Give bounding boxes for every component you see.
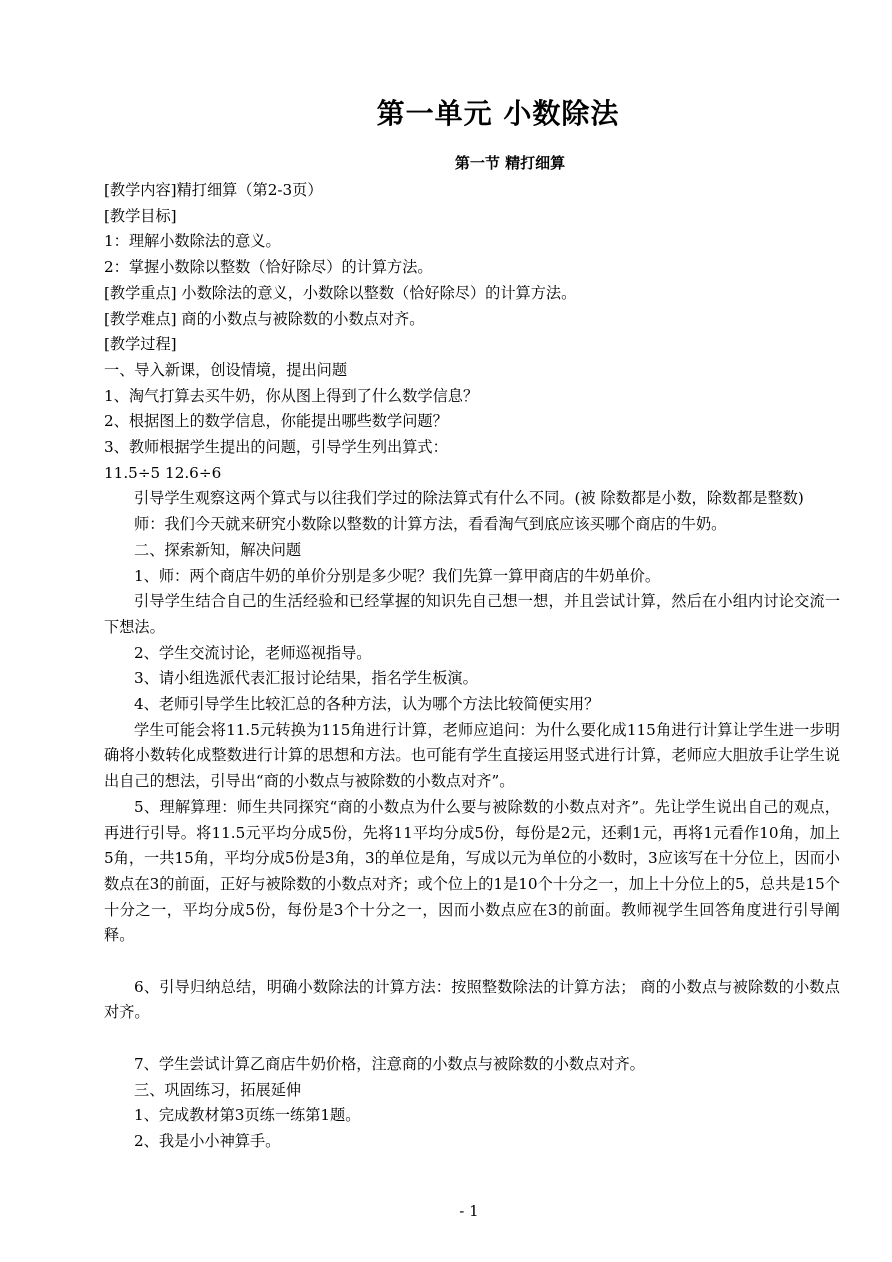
paragraph: 一、导入新课，创设情境，提出问题: [104, 360, 347, 379]
paragraph: 引导学生观察这两个算式与以往我们学过的除法算式有什么不同。(被 除数都是小数，除数都是整数): [134, 489, 804, 508]
page-number: - 1: [459, 1202, 479, 1220]
paragraph: [教学目标]: [104, 206, 177, 225]
section-title: 第一节 精打细算: [454, 154, 566, 172]
paragraph: 2、学生交流讨论，老师巡视指导。: [134, 643, 372, 662]
paragraph: 三、巩固练习，拓展延伸: [134, 1080, 302, 1099]
paragraph: 1、师：两个商店牛奶的单价分别是多少呢？我们先算一算甲商店的牛奶单价。: [134, 566, 661, 585]
paragraph: [教学难点] 商的小数点与被除数的小数点对齐。: [104, 309, 425, 328]
paragraph: 1、完成教材第3页练一练第1题。: [134, 1106, 361, 1125]
paragraph: 3、请小组选派代表汇报讨论结果，指名学生板演。: [134, 669, 478, 688]
paragraph: 11.5÷5 12.6÷6: [104, 463, 222, 482]
unit-title: 第一单元 小数除法: [376, 97, 620, 130]
paragraph: 1、淘气打算去买牛奶，你从图上得到了什么数学信息？: [104, 386, 479, 405]
paragraph: 二、探索新知，解决问题: [134, 540, 302, 559]
paragraph: [教学过程]: [104, 335, 177, 354]
paragraph: [教学内容]精打细算（第2-3页）: [104, 181, 323, 199]
lesson-body: [104, 178, 840, 1155]
paragraph: 师：我们今天就来研究小数除以整数的计算方法，看看淘气到底应该买哪个商店的牛奶。: [134, 515, 727, 534]
paragraph: 3、教师根据学生提出的问题，引导学生列出算式：: [104, 438, 448, 457]
paragraph: 引导学生结合自己的生活经验和已经掌握的知识先自己想一想，并且尝试计算，然后在小组内讨论交流一下想法。: [104, 592, 840, 636]
paragraph: 4、老师引导学生比较汇总的各种方法，认为哪个方法比较简便实用？: [134, 695, 600, 714]
paragraph: 学生可能会将11.5元转换为115角进行计算，老师应追问：为什么要化成115角进行计算让学生进一步明确将小数转化成整数进行计算的思想和方法。也可能有学生直接运用竖式进行计算，老师应大胆放手让学生说出自己的想法，引导出“商的小数点与被除数的小数点对齐”。: [104, 720, 840, 791]
paragraph: 1：理解小数除法的意义。: [104, 232, 281, 251]
paragraph: 2：掌握小数除以整数（恰好除尽）的计算方法。: [104, 258, 433, 277]
paragraph: 7、学生尝试计算乙商店牛奶价格，注意商的小数点与被除数的小数点对齐。: [134, 1054, 645, 1073]
paragraph: 2、我是小小神算手。: [134, 1131, 281, 1150]
paragraph: 2、根据图上的数学信息，你能提出哪些数学问题？: [104, 412, 448, 431]
paragraph: [教学重点] 小数除法的意义，小数除以整数（恰好除尽）的计算方法。: [104, 283, 577, 302]
paragraph: 6、引导归纳总结，明确小数除法的计算方法：按照整数除法的计算方法； 商的小数点与被除数的小数点对齐。: [104, 977, 840, 1022]
paragraph: 5、理解算理：师生共同探究“商的小数点为什么要与被除数的小数点对齐”。先让学生说出自己的观点，再进行引导。将11.5元平均分成5份，先将11平均分成5份，每份是2元，还剩1元，再将1元看作10角，加上5角，一共15角，平均分成5份是3角，3的单位是角，写成以元为单位的小数时，3应该写在十分位上，因而小数点在3的前面，正好与被除数的小数点对齐；或个位上的1是10个十分之一，加上十分位上的5，总共是15个十分之一，平均分成5份，每份是3个十分之一，因而小数点应在3的前面。教师视学生回答角度进行引导阐释。: [104, 797, 840, 945]
